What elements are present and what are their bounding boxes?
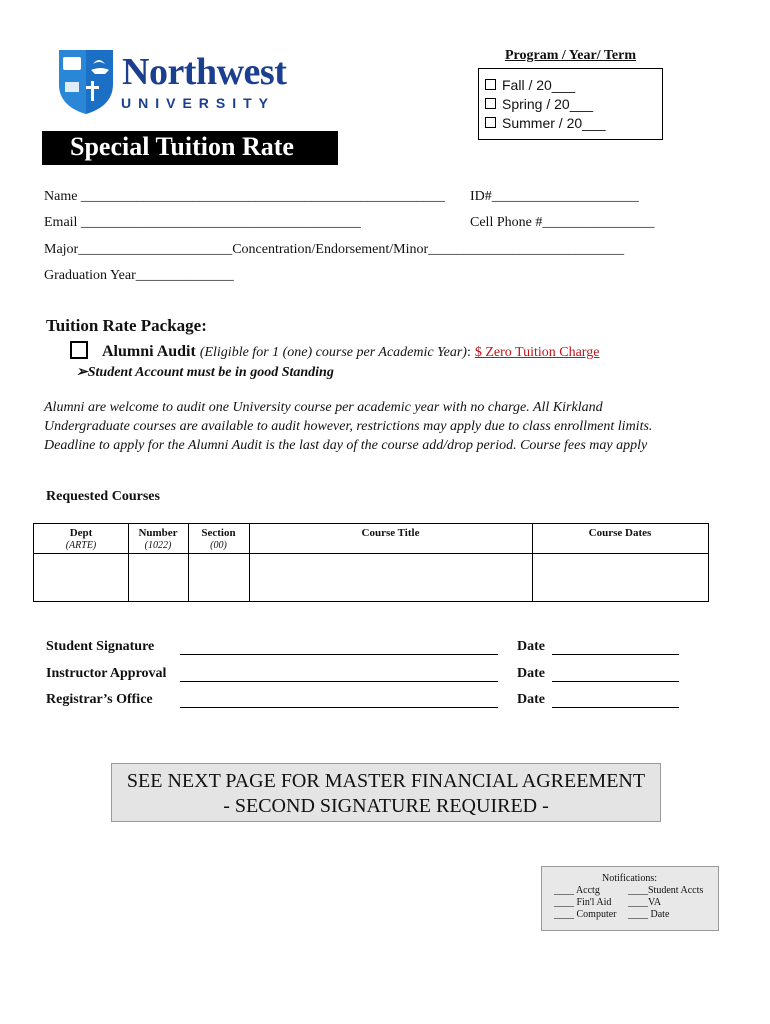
- good-standing-note: ➢Student Account must be in good Standing: [76, 365, 334, 380]
- column-header-section: Section: [201, 527, 236, 539]
- notification-item: ____ Computer: [554, 909, 617, 920]
- student-signature-label: Student Signature: [46, 639, 155, 654]
- column-example-number: (1022): [144, 540, 172, 551]
- logo-university-text: UNIVERSITY: [121, 95, 276, 111]
- alumni-audit-option: Alumni Audit (Eligible for 1 (one) course per Academic Year): $ Zero Tuition Charge: [102, 343, 600, 360]
- requested-courses-heading: Requested Courses: [46, 489, 160, 504]
- date-line[interactable]: [552, 706, 679, 708]
- column-example-dept: (ARTE): [65, 540, 97, 551]
- program-year-term-heading: Program / Year/ Term: [504, 48, 637, 63]
- description-line: Alumni are welcome to audit one University course per academic year with no charge. All Kirkland: [44, 400, 603, 415]
- form-title-bar: [42, 131, 338, 165]
- next-page-line2: - SECOND SIGNATURE REQUIRED -: [223, 795, 549, 817]
- email-field[interactable]: Email ________________________________________: [44, 215, 361, 230]
- term-selection-box: [478, 68, 663, 140]
- date-line[interactable]: [552, 680, 679, 682]
- notification-item: ____Student Accts: [628, 885, 704, 896]
- tuition-package-heading: Tuition Rate Package:: [46, 316, 207, 335]
- id-field[interactable]: ID#_____________________: [470, 189, 639, 204]
- description-line: Undergraduate courses are available to audit however, restrictions may apply due to class enrollment limits.: [44, 419, 653, 434]
- column-header-number: Number: [138, 527, 178, 539]
- column-header-course-title: Course Title: [361, 527, 420, 539]
- term-summer[interactable]: Summer / 20___: [485, 115, 606, 131]
- alumni-audit-checkbox[interactable]: [70, 341, 88, 359]
- logo-wordmark: Northwest: [122, 51, 287, 93]
- major-concentration-field[interactable]: Major______________________Concentration/Endorsement/Minor____________________________: [44, 242, 625, 257]
- term-fall[interactable]: Fall / 20___: [485, 77, 575, 93]
- column-example-section: (00): [210, 540, 227, 551]
- notification-item: ____ Date: [628, 909, 670, 920]
- date-line[interactable]: [552, 653, 679, 655]
- registrar-office-label: Registrar’s Office: [46, 692, 153, 707]
- graduation-year-field[interactable]: Graduation Year______________: [44, 268, 234, 283]
- checkbox-icon[interactable]: [485, 98, 496, 109]
- alumni-audit-label: Alumni Audit: [102, 343, 196, 360]
- registrar-office-line[interactable]: [180, 706, 498, 708]
- checkbox-icon[interactable]: [485, 79, 496, 90]
- term-spring[interactable]: Spring / 20___: [485, 96, 593, 112]
- notification-item: ____VA: [628, 897, 662, 908]
- date-label: Date: [517, 692, 545, 707]
- notification-item: ____ Acctg: [554, 885, 600, 896]
- alumni-audit-eligibility: (Eligible for 1 (one) course per Academic Year): [199, 345, 467, 360]
- requested-courses-table[interactable]: [33, 523, 709, 602]
- name-field[interactable]: Name ____________________________________________________: [44, 189, 445, 204]
- column-header-course-dates: Course Dates: [588, 527, 652, 539]
- date-label: Date: [517, 639, 545, 654]
- notification-item: ____ Fin'l Aid: [554, 897, 612, 908]
- instructor-approval-line[interactable]: [180, 680, 498, 682]
- shield-logo-icon: [55, 48, 117, 116]
- form-title: Special Tuition Rate: [70, 132, 294, 161]
- zero-tuition-charge: $ Zero Tuition Charge: [474, 345, 600, 360]
- student-signature-line[interactable]: [180, 653, 498, 655]
- checkbox-icon[interactable]: [485, 117, 496, 128]
- date-label: Date: [517, 666, 545, 681]
- instructor-approval-label: Instructor Approval: [46, 666, 167, 681]
- cell-phone-field[interactable]: Cell Phone #________________: [470, 215, 655, 230]
- notifications-title: Notifications:: [602, 873, 657, 884]
- column-header-dept: Dept: [69, 527, 93, 539]
- next-page-notice: [111, 763, 661, 822]
- next-page-line1: SEE NEXT PAGE FOR MASTER FINANCIAL AGREEMENT: [126, 770, 646, 792]
- description-line: Deadline to apply for the Alumni Audit is the last day of the course add/drop period. Course fees may apply: [44, 438, 648, 453]
- table-header-divider: [34, 553, 708, 554]
- notifications-box: [541, 866, 719, 931]
